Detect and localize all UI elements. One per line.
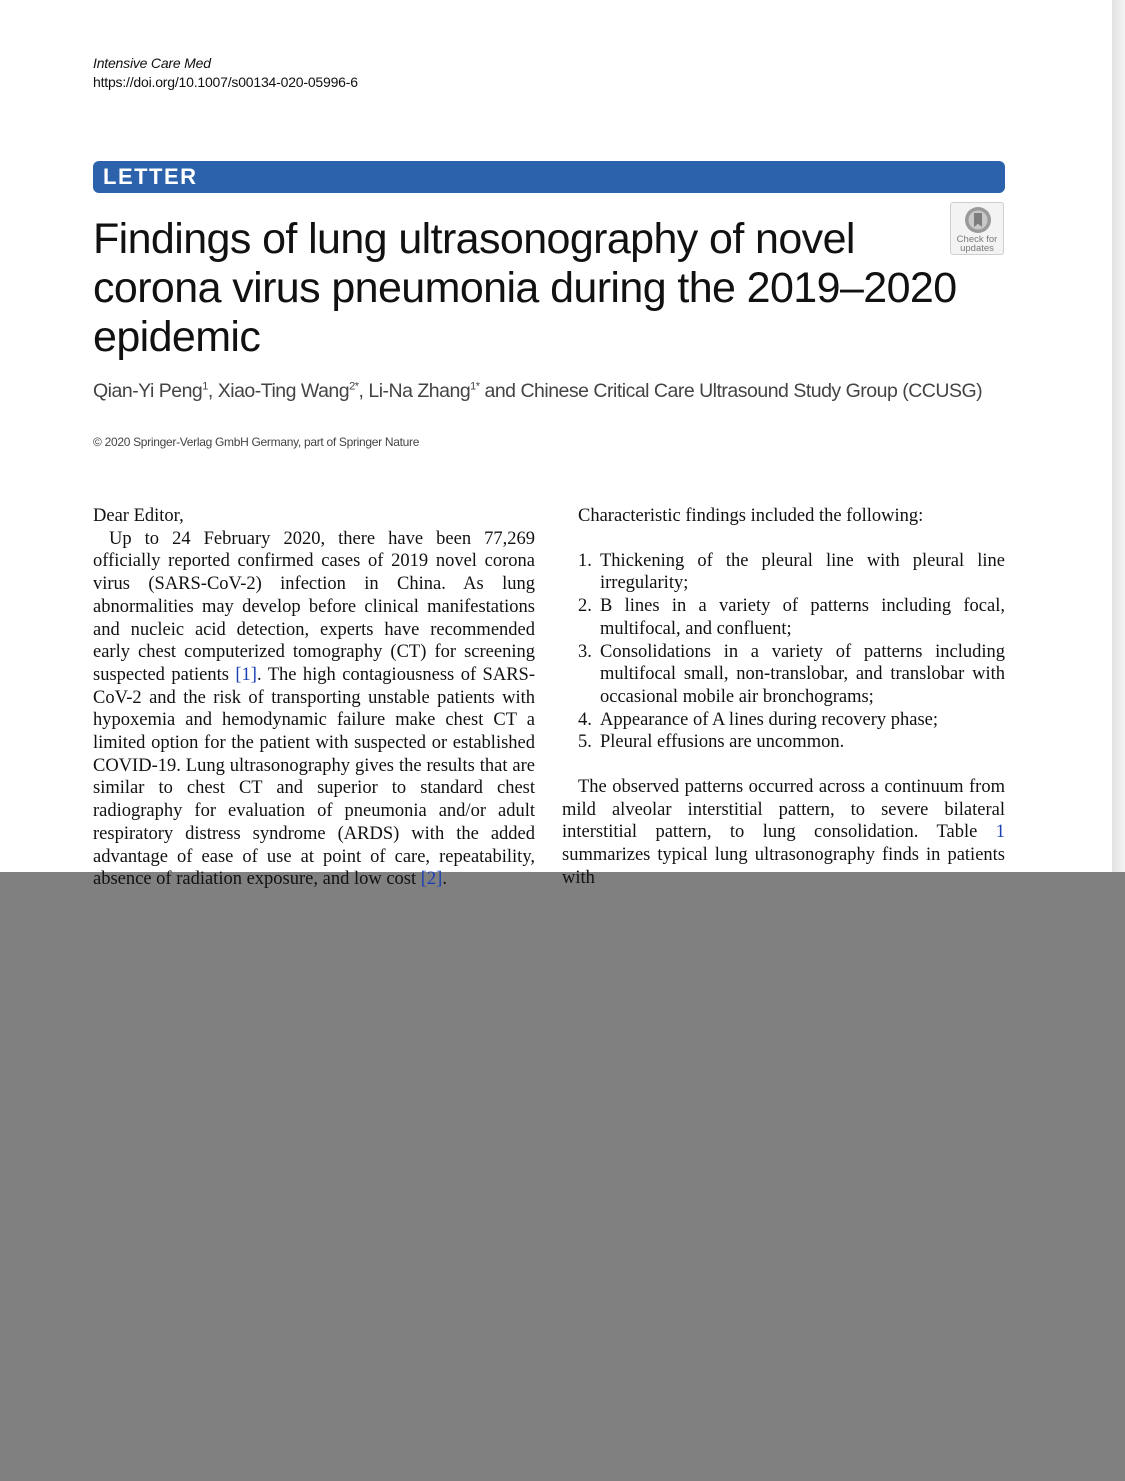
finding-text: Pleural effusions are uncommon. <box>600 732 845 753</box>
finding-item <box>562 641 1005 709</box>
author-affiliation-mark: 1* <box>470 380 480 393</box>
findings-lead: Characteristic findings included the following: <box>578 506 924 526</box>
copyright-notice: © 2020 Springer-Verlag GmbH Germany, part of Springer Nature <box>93 435 420 449</box>
finding-item <box>562 595 1005 640</box>
intro-paragraph <box>93 528 535 891</box>
author-name: Chinese Critical Care Ultrasound Study Group (CCUSG) <box>520 380 983 402</box>
finding-item <box>562 550 1005 595</box>
doi-link[interactable]: https://doi.org/10.1007/s00134-020-05996-6 <box>93 74 358 90</box>
reference-link[interactable]: 1 <box>995 822 1005 843</box>
text-run: The observed patterns occurred across a continuum from mild alveolar interstitial pattern, to severe bilateral interstitial pattern, to lung consolidation. Table <box>562 777 1005 843</box>
finding-item <box>562 709 1005 732</box>
author-affiliation-mark: 2* <box>349 380 359 393</box>
text-run: . <box>442 869 447 890</box>
finding-text: Consolidations in a variety of patterns including multifocal small, non-translobar, and translobar with occasional mobile air bronchograms; <box>600 641 1005 707</box>
finding-number: 4. <box>578 709 592 730</box>
finding-text: Thickening of the pleural line with pleural line irregularity; <box>600 550 1005 594</box>
check-for-updates-label: Check for updates <box>956 234 998 254</box>
page-edge <box>1112 0 1125 872</box>
journal-name: Intensive Care Med <box>93 55 211 71</box>
salutation: Dear Editor, <box>93 506 184 526</box>
findings-list <box>562 550 1005 754</box>
left-column <box>93 505 535 891</box>
author-name: Xiao-Ting Wang <box>217 380 350 402</box>
text-run: . The high contagiousness of SARS-CoV-2 and the risk of transporting unstable patients with hypoxemia and hemodynamic failure make chest CT a limited option for the patient with suspected or established COVID-19. Lung ultrasonography gives the results that are similar to chest CT and superior to standard chest radiography for evaluation of pneumonia and/or adult respiratory distress syndrome (ARDS) with the added advantage of ease of use at point of care, repeatability, absence of radiation exposure, and low cost <box>93 664 535 890</box>
author-list <box>93 380 982 403</box>
reference-link[interactable]: [2] <box>420 869 443 890</box>
finding-number: 2. <box>578 596 592 617</box>
right-column <box>562 505 1005 890</box>
finding-item <box>562 731 1005 754</box>
finding-number: 1. <box>578 550 592 571</box>
reference-link[interactable]: [1] <box>235 664 257 685</box>
finding-number: 5. <box>578 732 592 753</box>
article-title: Findings of lung ultrasonography of novel corona virus pneumonia during the 2019–2020 epidemic <box>93 215 957 361</box>
author-affiliation-mark: 1 <box>202 380 208 393</box>
text-run: summarizes typical lung ultrasonography finds in patients with <box>562 845 1005 888</box>
continuum-paragraph <box>562 776 1005 890</box>
author-name: Li-Na Zhang <box>368 380 471 402</box>
finding-number: 3. <box>578 641 592 662</box>
author-separator: , <box>358 380 369 402</box>
author-separator: and <box>479 380 521 402</box>
author-separator: , <box>207 380 218 402</box>
letter-banner <box>93 161 1005 193</box>
text-run: Up to 24 February 2020, there have been 77,269 officially reported confirmed cases of 2019 novel corona virus (SARS-CoV-2) infection in China. As lung abnormalities may develop before clinical manifestations and nucleic acid detection, experts have recommended early chest computerized tomography (CT) for screening suspected patients <box>93 528 535 685</box>
author-name: Qian-Yi Peng <box>93 380 203 402</box>
finding-text: Appearance of A lines during recovery phase; <box>600 709 939 730</box>
letter-label: LETTER <box>103 164 198 189</box>
finding-text: B lines in a variety of patterns including focal, multifocal, and confluent; <box>600 596 1005 639</box>
